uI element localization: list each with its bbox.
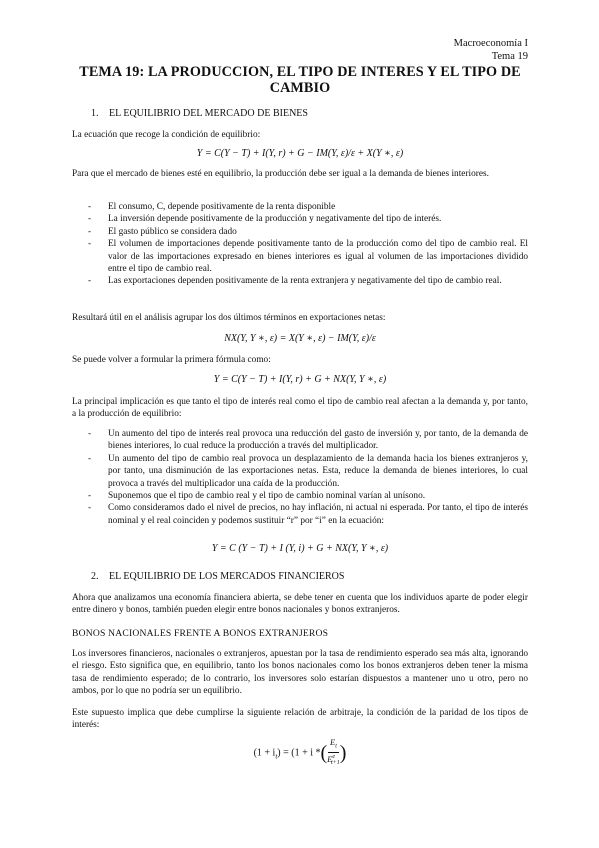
equation-reformulated: Y = C(Y − T) + I(Y, r) + G + NX(Y, Y ∗, ε) <box>213 374 387 385</box>
list-item: - La inversión depende positivamente de la producción y negativamente del tipo de interés. <box>88 213 528 225</box>
list-item: - El volumen de importaciones depende positivamente tanto de la producción como del tipo de cambio real. El valor de las importaciones expresado en bienes interiores es igual al volumen de las importaciones dividido entre el tipo de cambio real. <box>88 238 528 275</box>
paragraph: La ecuación que recoge la condición de equilibrio: <box>72 130 261 140</box>
section-number: 1. <box>91 108 99 119</box>
list-item: - Las exportaciones dependen positivamente de la renta extranjera y negativamente del tipo de cambio real. <box>88 275 528 287</box>
eq-numerator-sub: t <box>335 743 337 750</box>
eq-left: (1 + i <box>253 747 276 759</box>
equation-interest-parity: $(1 + i_t) = (1 + i$ *( $\frac{E_t}{E^e_{t+1}}$ ) <box>253 737 347 767</box>
eq-denominator: E <box>327 753 333 764</box>
eq-numerator: E <box>330 737 336 747</box>
page-header <box>454 37 528 63</box>
section-2-heading <box>91 571 344 583</box>
list-item: - Como consideramos dado el nivel de precios, no hay inflación, ni actual ni esperada. Por tanto, el tipo de interés nominal y el real coinciden y podemos sustituir “r” por “i” en la ecuación: <box>88 502 528 527</box>
paragraph: Para que el mercado de bienes esté en equilibrio, la producción debe ser igual a la demanda de bienes interiores. <box>72 169 489 179</box>
subsection-heading: BONOS NACIONALES FRENTE A BONOS EXTRANJEROS <box>72 628 329 639</box>
paragraph: Resultará útil en el análisis agrupar los dos últimos términos en exportaciones netas: <box>72 313 386 323</box>
paragraph: Este supuesto implica que debe cumplirse la siguiente relación de arbitraje, la condición de la paridad de los tipos de interés: <box>72 708 528 731</box>
paragraph: Los inversores financieros, nacionales o extranjeros, apuestan por la tasa de rendimiento esperado sea más alta, ignorando el riesgo. Esto significa que, en equilibrio, tanto los bonos nacionales como los bonos extranjeros deben tener la misma tasa de rendimiento esperado; de lo contrario, los inversores solo estarían dispuestos a mantener uno u otro, pero no ambos, por lo que no podría ser un equilibrio. <box>72 649 528 697</box>
bullet-list <box>88 201 528 288</box>
list-item: - Un aumento del tipo de cambio real provoca un desplazamiento de la demanda hacia los bienes extranjeros y, por tanto, una disminución de las exportaciones netas. Esta, reduce la demanda de bienes interiores, lo cual provoca a través del multiplicador una caída de la producción. <box>88 453 528 490</box>
course-name: Macroeconomía I <box>453 38 528 49</box>
paragraph: La principal implicación es que tanto el tipo de interés real como el tipo de cambio real afectan a la demanda y, por tanto, a la producción de equilibrio: <box>72 397 528 420</box>
section-1-heading <box>91 108 308 120</box>
section-number: 2. <box>91 571 99 582</box>
equation-equilibrium: Y = C(Y − T) + I(Y, r) + G − IM(Y, ε)/ε + X(Y ∗, ε) <box>196 148 404 159</box>
paragraph: Ahora que analizamos una economía financiera abierta, se debe tener en cuenta que los individuos aparte de poder elegir entre dinero y bonos, también pueden elegir entre bonos nacionales y bonos extranjeros. <box>72 593 528 616</box>
document-title: TEMA 19: LA PRODUCCION, EL TIPO DE INTERES Y EL TIPO DE CAMBIO <box>79 64 521 96</box>
topic-number: Tema 19 <box>491 51 528 62</box>
paragraph: Se puede volver a formular la primera fórmula como: <box>72 355 271 365</box>
section-title: EL EQUILIBRIO DE LOS MERCADOS FINANCIEROS <box>109 571 345 582</box>
eq-mid: ) = (1 + i * <box>277 747 321 759</box>
bullet-list <box>88 428 528 527</box>
eq-fraction <box>327 738 340 768</box>
list-item: - El consumo, C, depende positivamente de la renta disponible <box>88 201 528 213</box>
equation-nominal-rate: Y = C (Y − T) + I (Y, i) + G + NX(Y, Y ∗, ε) <box>211 543 389 554</box>
section-title: EL EQUILIBRIO DEL MERCADO DE BIENES <box>109 108 308 119</box>
eq-denominator-sup: e <box>332 753 336 760</box>
list-item: - El gasto público se considera dado <box>88 226 528 238</box>
equation-net-exports: NX(Y, Y ∗, ε) = X(Y ∗, ε) − IM(Y, ε)/ε <box>224 333 376 344</box>
eq-denominator-sub: t+1 <box>331 760 340 767</box>
eq-sub: t <box>275 752 278 761</box>
list-item: - Un aumento del tipo de interés real provoca una reducción del gasto de inversión y, por tanto, de la demanda de bienes interiores, lo cual reduce la producción a través del multiplicador. <box>88 428 528 453</box>
list-item: - Suponemos que el tipo de cambio real y el tipo de cambio nominal varían al unísono. <box>88 490 528 502</box>
